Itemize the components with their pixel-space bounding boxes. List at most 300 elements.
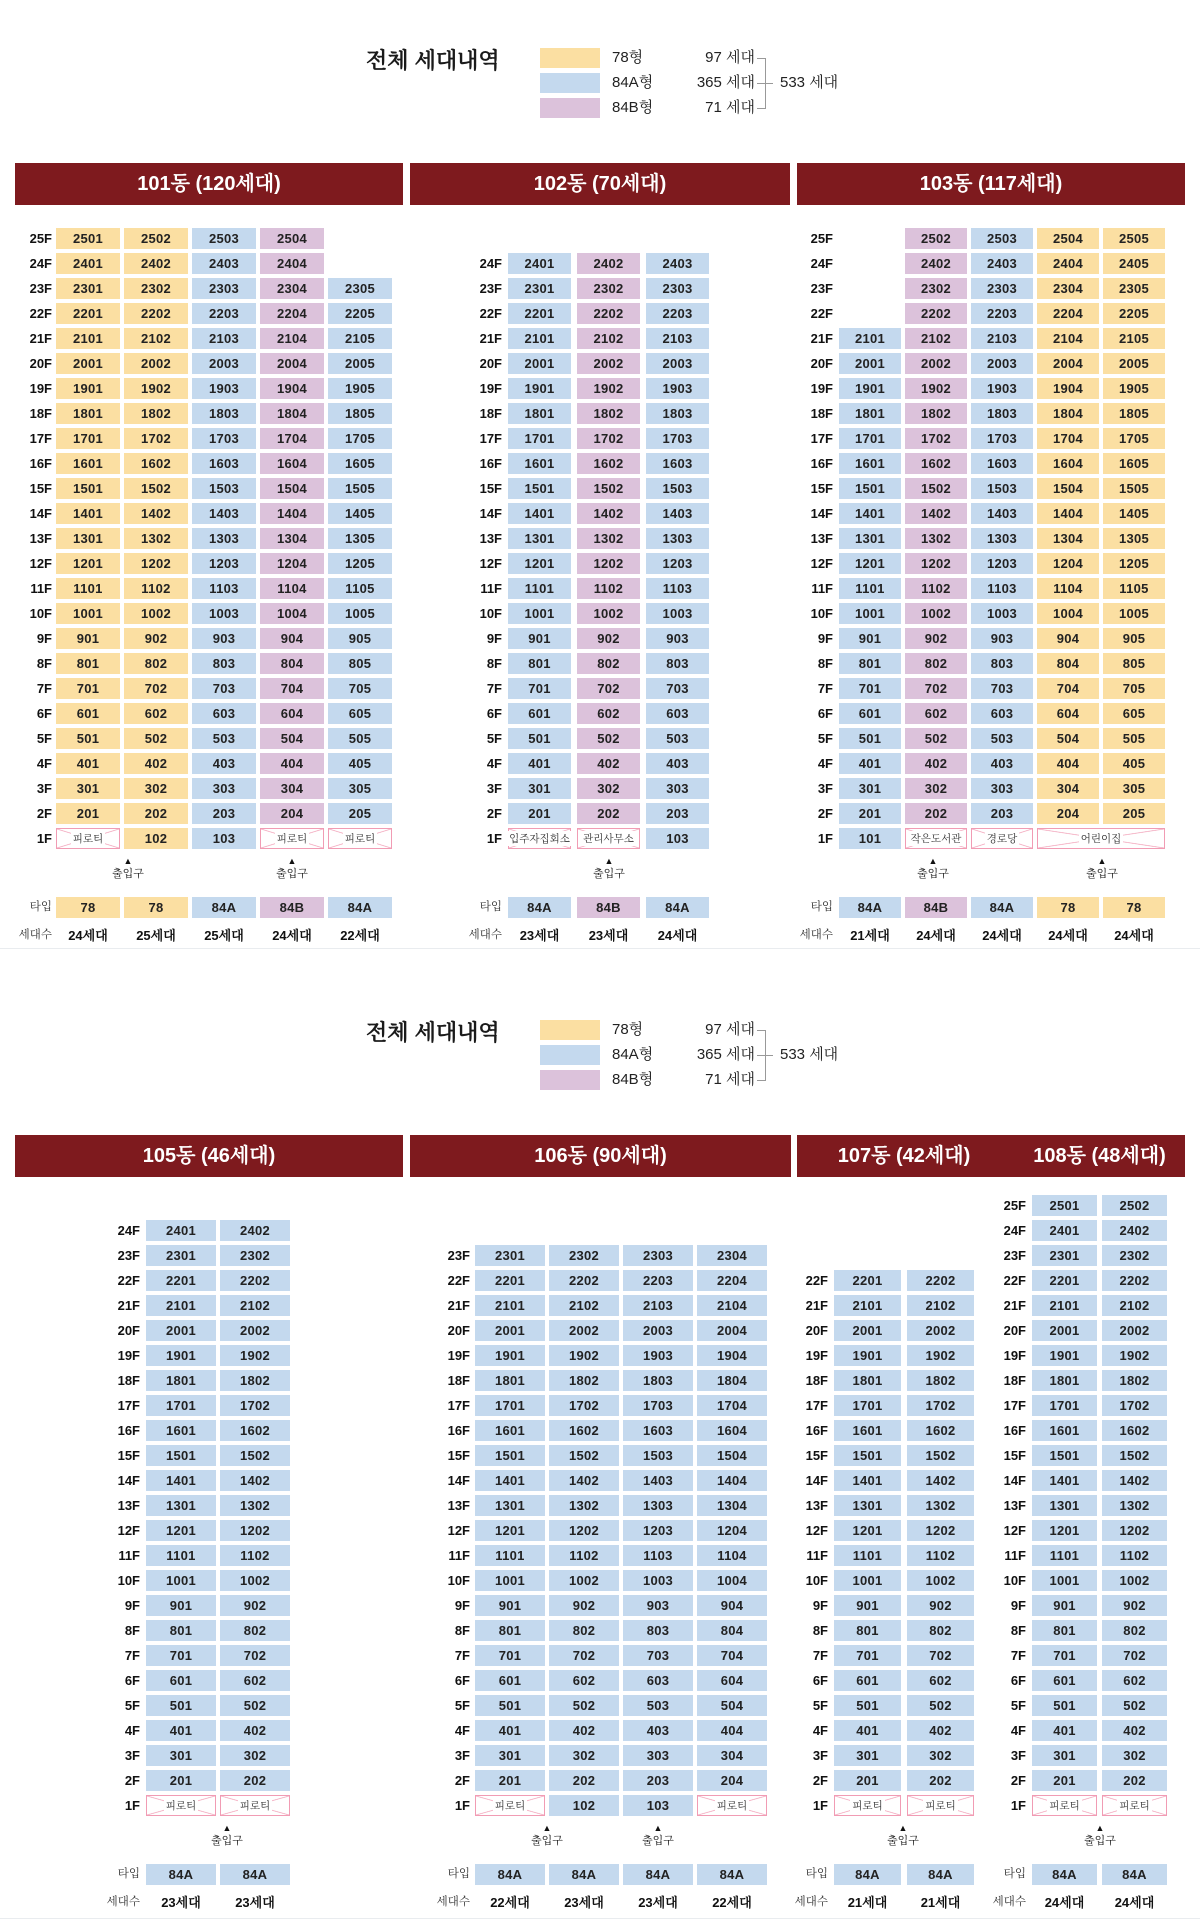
- unit-cell: 1301: [56, 528, 120, 549]
- unit-cell: 1804: [697, 1370, 767, 1391]
- unit-cell: 902: [577, 628, 640, 649]
- unit-cell: 1602: [220, 1420, 290, 1441]
- legend-total: 533 세대: [780, 1046, 839, 1063]
- unit-cell: 402: [577, 753, 640, 774]
- unit-cell: 1704: [260, 428, 324, 449]
- unit-cell: 302: [1102, 1745, 1167, 1766]
- count-cell: 21세대: [920, 1895, 961, 1910]
- unit-cell: 2401: [1032, 1220, 1097, 1241]
- unit-cell: 1201: [56, 553, 120, 574]
- unit-cell: 1801: [475, 1370, 545, 1391]
- unit-cell: 1905: [1103, 378, 1165, 399]
- floor-label: 5F: [36, 731, 52, 746]
- unit-cell: 1402: [577, 503, 640, 524]
- unit-cell: 2201: [508, 303, 571, 324]
- special-cell: [146, 1795, 216, 1816]
- count-row-label: 세대수: [106, 1896, 140, 1908]
- building-header: 106동 (90세대): [534, 1145, 667, 1167]
- legend-type-label: 84B형: [612, 1071, 654, 1088]
- floor-label: 9F: [486, 631, 502, 646]
- type-cell: 84A: [697, 1864, 767, 1885]
- unit-cell: 1301: [834, 1495, 901, 1516]
- unit-cell: 202: [124, 803, 188, 824]
- unit-cell: 601: [1032, 1670, 1097, 1691]
- floor-label: 14F: [1003, 1473, 1026, 1488]
- count-cell: 24세대: [272, 928, 312, 943]
- unit-cell: 301: [146, 1745, 216, 1766]
- unit-cell: 2203: [623, 1270, 693, 1291]
- unit-cell: 2202: [124, 303, 188, 324]
- unit-cell: 801: [475, 1620, 545, 1641]
- unit-cell: 1902: [907, 1345, 974, 1366]
- unit-cell: 2302: [220, 1245, 290, 1266]
- special-cell: [260, 828, 324, 849]
- unit-cell: 2003: [192, 353, 256, 374]
- type-row-label: 타입: [447, 1868, 470, 1880]
- unit-cell: 1405: [1103, 503, 1165, 524]
- floor-label: 17F: [117, 1398, 140, 1413]
- unit-cell: 102: [124, 828, 188, 849]
- floor-label: 2F: [486, 806, 502, 821]
- legend-count: 97 세대: [705, 1021, 755, 1038]
- floor-label: 10F: [810, 606, 833, 621]
- type-cell: 84A: [646, 897, 709, 918]
- unit-cell: 902: [905, 628, 967, 649]
- unit-cell: 1904: [260, 378, 324, 399]
- unit-cell: 1305: [1103, 528, 1165, 549]
- floor-label: 15F: [479, 481, 502, 496]
- type-cell: 84A: [192, 897, 256, 918]
- unit-cell: 1502: [549, 1445, 619, 1466]
- floor-label: 4F: [812, 1723, 828, 1738]
- unit-cell: 1401: [834, 1470, 901, 1491]
- floor-label: 22F: [447, 1273, 470, 1288]
- unit-cell: 702: [907, 1645, 974, 1666]
- unit-cell: 1703: [192, 428, 256, 449]
- type-cell: 84A: [971, 897, 1033, 918]
- floor-label: 5F: [124, 1698, 140, 1713]
- unit-cell: 1403: [971, 503, 1033, 524]
- floor-label: 19F: [810, 381, 833, 396]
- unit-cell: 1903: [192, 378, 256, 399]
- unit-cell: 403: [623, 1720, 693, 1741]
- floor-label: 14F: [117, 1473, 140, 1488]
- unit-cell: 904: [697, 1595, 767, 1616]
- unit-cell: 203: [623, 1770, 693, 1791]
- floor-label: 4F: [817, 756, 833, 771]
- type-cell: 84A: [146, 1864, 216, 1885]
- unit-cell: 1502: [907, 1445, 974, 1466]
- count-row-label: 세대수: [794, 1896, 828, 1908]
- building-header: 107동 (42세대): [837, 1145, 971, 1167]
- unit-cell: 501: [508, 728, 571, 749]
- special-cell: [1102, 1795, 1167, 1816]
- floor-label: 23F: [1003, 1248, 1026, 1263]
- unit-cell: 1503: [192, 478, 256, 499]
- unit-cell: 1402: [905, 503, 967, 524]
- floor-label: 21F: [810, 331, 833, 346]
- entrance-arrow-icon: ▲: [123, 856, 133, 866]
- unit-cell: 701: [1032, 1645, 1097, 1666]
- unit-cell: 402: [220, 1720, 290, 1741]
- unit-cell: 302: [907, 1745, 974, 1766]
- unit-cell: 702: [905, 678, 967, 699]
- unit-cell: 202: [907, 1770, 974, 1791]
- unit-cell: 402: [1102, 1720, 1167, 1741]
- unit-cell: 2301: [56, 278, 120, 299]
- unit-cell: 2303: [971, 278, 1033, 299]
- floor-label: 16F: [117, 1423, 140, 1438]
- unit-cell: 2205: [1103, 303, 1165, 324]
- entrance-arrow-icon: ▲: [1097, 856, 1107, 866]
- unit-cell: 1802: [577, 403, 640, 424]
- floor-label: 7F: [124, 1648, 140, 1663]
- unit-cell: 1803: [646, 403, 709, 424]
- unit-cell: 303: [971, 778, 1033, 799]
- unit-cell: 2303: [646, 278, 709, 299]
- unit-cell: 805: [1103, 653, 1165, 674]
- unit-cell: 501: [56, 728, 120, 749]
- unit-cell: 904: [1037, 628, 1099, 649]
- legend-type-label: 78형: [612, 1021, 644, 1038]
- unit-cell: 2302: [905, 278, 967, 299]
- special-cell: [834, 1795, 901, 1816]
- unit-cell: 2501: [1032, 1195, 1097, 1216]
- unit-cell: 802: [220, 1620, 290, 1641]
- floor-label: 8F: [812, 1623, 828, 1638]
- special-cell: [971, 828, 1033, 849]
- floor-label: 1F: [486, 831, 502, 846]
- count-cell: 24세대: [1114, 1895, 1155, 1910]
- type-row-label: 타입: [117, 1868, 140, 1880]
- unit-cell: 2104: [1037, 328, 1099, 349]
- unit-cell: 1803: [623, 1370, 693, 1391]
- unit-cell: 403: [971, 753, 1033, 774]
- type-cell: 84A: [839, 897, 901, 918]
- unit-cell: 303: [646, 778, 709, 799]
- unit-cell: 1301: [839, 528, 901, 549]
- floor-label: 10F: [805, 1573, 828, 1588]
- unit-cell: 1202: [124, 553, 188, 574]
- unit-cell: 604: [697, 1670, 767, 1691]
- unit-cell: 1502: [905, 478, 967, 499]
- unit-cell: 701: [56, 678, 120, 699]
- floor-label: 7F: [36, 681, 52, 696]
- unit-cell: 2004: [1037, 353, 1099, 374]
- unit-cell: 201: [475, 1770, 545, 1791]
- unit-cell: 201: [1032, 1770, 1097, 1791]
- unit-cell: 2001: [839, 353, 901, 374]
- unit-cell: 101: [839, 828, 901, 849]
- unit-cell: 1003: [971, 603, 1033, 624]
- count-cell: 24세대: [1114, 928, 1154, 943]
- unit-cell: 1001: [1032, 1570, 1097, 1591]
- floor-label: 25F: [29, 231, 52, 246]
- unit-cell: 1302: [549, 1495, 619, 1516]
- floor-label: 8F: [124, 1623, 140, 1638]
- floor-label: 12F: [810, 556, 833, 571]
- unit-cell: 1701: [146, 1395, 216, 1416]
- floor-label: 8F: [454, 1623, 470, 1638]
- unit-cell: 303: [192, 778, 256, 799]
- entrance-label: 출입구: [1086, 868, 1118, 880]
- unit-cell: 1503: [971, 478, 1033, 499]
- unit-cell: 2001: [56, 353, 120, 374]
- unit-cell: 202: [577, 803, 640, 824]
- unit-cell: 1302: [1102, 1495, 1167, 1516]
- floor-label: 5F: [1010, 1698, 1026, 1713]
- unit-cell: 1503: [623, 1445, 693, 1466]
- unit-cell: 202: [220, 1770, 290, 1791]
- count-row-label: 세대수: [468, 929, 502, 941]
- floor-label: 15F: [810, 481, 833, 496]
- unit-cell: 1603: [646, 453, 709, 474]
- legend-bracket-stub: [765, 83, 773, 84]
- unit-cell: 1103: [623, 1545, 693, 1566]
- unit-cell: 2002: [220, 1320, 290, 1341]
- unit-cell: 302: [905, 778, 967, 799]
- unit-cell: 1902: [549, 1345, 619, 1366]
- special-cell-label: 피로티: [1119, 1800, 1150, 1812]
- unit-cell: 2003: [646, 353, 709, 374]
- floor-label: 22F: [1003, 1273, 1026, 1288]
- unit-cell: 1102: [907, 1545, 974, 1566]
- unit-cell: 1304: [260, 528, 324, 549]
- unit-cell: 1101: [56, 578, 120, 599]
- unit-cell: 2201: [146, 1270, 216, 1291]
- special-cell: [697, 1795, 767, 1816]
- entrance-arrow-icon: ▲: [928, 856, 938, 866]
- unit-cell: 2105: [1103, 328, 1165, 349]
- unit-cell: 2102: [907, 1295, 974, 1316]
- unit-cell: 2203: [192, 303, 256, 324]
- type-cell: 84A: [1032, 1864, 1097, 1885]
- legend-swatch-84B형: [540, 98, 600, 118]
- unit-cell: 504: [1037, 728, 1099, 749]
- legend-bracket-stub: [765, 1055, 773, 1056]
- unit-cell: 1703: [646, 428, 709, 449]
- unit-cell: 401: [834, 1720, 901, 1741]
- entrance-arrow-icon: ▲: [542, 1823, 552, 1833]
- floor-label: 24F: [29, 256, 52, 271]
- floor-label: 6F: [486, 706, 502, 721]
- unit-cell: 1302: [124, 528, 188, 549]
- unit-cell: 302: [549, 1745, 619, 1766]
- special-cell-label: 작은도서관: [910, 833, 962, 845]
- floor-label: 1F: [454, 1798, 470, 1813]
- floor-label: 16F: [447, 1423, 470, 1438]
- floor-label: 17F: [805, 1398, 828, 1413]
- floor-label: 19F: [1003, 1348, 1026, 1363]
- unit-cell: 1804: [260, 403, 324, 424]
- unit-cell: 1602: [549, 1420, 619, 1441]
- floor-label: 22F: [479, 306, 502, 321]
- unit-cell: 302: [124, 778, 188, 799]
- unit-cell: 2501: [56, 228, 120, 249]
- floor-label: 13F: [29, 531, 52, 546]
- unit-cell: 1802: [549, 1370, 619, 1391]
- unit-cell: 2003: [623, 1320, 693, 1341]
- unit-cell: 2004: [697, 1320, 767, 1341]
- unit-cell: 801: [508, 653, 571, 674]
- floor-label: 12F: [117, 1523, 140, 1538]
- unit-cell: 705: [1103, 678, 1165, 699]
- unit-cell: 1102: [577, 578, 640, 599]
- unit-cell: 1703: [971, 428, 1033, 449]
- floor-label: 24F: [810, 256, 833, 271]
- count-cell: 23세대: [564, 1895, 604, 1910]
- unit-cell: 2201: [1032, 1270, 1097, 1291]
- special-cell: [56, 828, 120, 849]
- unit-cell: 201: [146, 1770, 216, 1791]
- unit-cell: 2001: [834, 1320, 901, 1341]
- unit-cell: 1104: [697, 1545, 767, 1566]
- unit-cell: 1404: [260, 503, 324, 524]
- unit-cell: 2502: [905, 228, 967, 249]
- unit-cell: 1901: [1032, 1345, 1097, 1366]
- floor-label: 7F: [1010, 1648, 1026, 1663]
- special-cell-label: 피로티: [852, 1800, 883, 1812]
- unit-cell: 1004: [1037, 603, 1099, 624]
- unit-cell: 701: [508, 678, 571, 699]
- unit-cell: 1001: [839, 603, 901, 624]
- unit-cell: 2404: [1037, 253, 1099, 274]
- unit-cell: 304: [1037, 778, 1099, 799]
- floor-label: 4F: [1010, 1723, 1026, 1738]
- floor-label: 7F: [812, 1648, 828, 1663]
- unit-cell: 2103: [623, 1295, 693, 1316]
- unit-cell: 1002: [907, 1570, 974, 1591]
- floor-label: 5F: [486, 731, 502, 746]
- entrance-label: 출입구: [917, 868, 949, 880]
- unit-cell: 2202: [907, 1270, 974, 1291]
- floor-label: 1F: [817, 831, 833, 846]
- unit-cell: 902: [907, 1595, 974, 1616]
- type-cell: 84A: [220, 1864, 290, 1885]
- unit-cell: 2301: [146, 1245, 216, 1266]
- unit-cell: 301: [839, 778, 901, 799]
- count-cell: 24세대: [68, 928, 108, 943]
- unit-cell: 901: [1032, 1595, 1097, 1616]
- unit-cell: 1002: [549, 1570, 619, 1591]
- unit-cell: 1602: [1102, 1420, 1167, 1441]
- unit-cell: 703: [646, 678, 709, 699]
- special-cell-label: 피로티: [72, 833, 104, 845]
- unit-cell: 2102: [577, 328, 640, 349]
- count-cell: 24세대: [657, 928, 698, 943]
- floor-label: 14F: [29, 506, 52, 521]
- legend-swatch-84A형: [540, 1045, 600, 1065]
- floor-label: 24F: [117, 1223, 140, 1238]
- unit-cell: 1601: [834, 1420, 901, 1441]
- floor-label: 8F: [1010, 1623, 1026, 1638]
- unit-cell: 2403: [971, 253, 1033, 274]
- unit-cell: 2201: [475, 1270, 545, 1291]
- floor-label: 22F: [805, 1273, 828, 1288]
- unit-cell: 2002: [1102, 1320, 1167, 1341]
- unit-cell: 504: [260, 728, 324, 749]
- unit-cell: 2303: [192, 278, 256, 299]
- unit-cell: 1203: [623, 1520, 693, 1541]
- type-cell: 78: [124, 897, 188, 918]
- floor-label: 13F: [810, 531, 833, 546]
- unit-cell: 1903: [646, 378, 709, 399]
- floor-label: 1F: [124, 1798, 140, 1813]
- floor-label: 18F: [479, 406, 502, 421]
- unit-cell: 2105: [328, 328, 392, 349]
- floor-label: 8F: [36, 656, 52, 671]
- floor-label: 20F: [29, 356, 52, 371]
- unit-cell: 702: [124, 678, 188, 699]
- unit-cell: 1802: [907, 1370, 974, 1391]
- legend-count: 71 세대: [705, 1071, 755, 1088]
- entrance-arrow-icon: ▲: [222, 1823, 232, 1833]
- unit-cell: 2502: [124, 228, 188, 249]
- unit-cell: 1604: [1037, 453, 1099, 474]
- floor-label: 9F: [36, 631, 52, 646]
- legend-bracket-stub: [757, 58, 765, 59]
- floor-label: 12F: [1003, 1523, 1026, 1538]
- unit-cell: 2204: [697, 1270, 767, 1291]
- unit-cell: 2004: [260, 353, 324, 374]
- legend-count: 365 세대: [696, 74, 755, 91]
- floor-label: 23F: [479, 281, 502, 296]
- unit-cell: 2301: [508, 278, 571, 299]
- unit-cell: 2001: [508, 353, 571, 374]
- floor-label: 20F: [479, 356, 502, 371]
- floor-label: 20F: [447, 1323, 470, 1338]
- floor-label: 16F: [810, 456, 833, 471]
- unit-cell: 1902: [124, 378, 188, 399]
- unit-cell: 1102: [549, 1545, 619, 1566]
- floor-label: 7F: [817, 681, 833, 696]
- unit-cell: 905: [1103, 628, 1165, 649]
- legend-title: 전체 세대내역: [366, 48, 500, 73]
- unit-cell: 1903: [623, 1345, 693, 1366]
- floor-label: 19F: [805, 1348, 828, 1363]
- count-row-label: 세대수: [799, 929, 833, 941]
- unit-cell: 304: [697, 1745, 767, 1766]
- floor-label: 19F: [29, 381, 52, 396]
- unit-cell: 2203: [646, 303, 709, 324]
- unit-cell: 1101: [834, 1545, 901, 1566]
- unit-cell: 1301: [146, 1495, 216, 1516]
- unit-cell: 2002: [905, 353, 967, 374]
- floor-label: 18F: [447, 1373, 470, 1388]
- special-cell-label: 피로티: [925, 1800, 956, 1812]
- entrance-marker: [257, 856, 327, 881]
- floor-label: 13F: [1003, 1498, 1026, 1513]
- unit-cell: 2102: [1102, 1295, 1167, 1316]
- floor-label: 11F: [480, 581, 502, 596]
- unit-cell: 602: [549, 1670, 619, 1691]
- unit-cell: 301: [56, 778, 120, 799]
- unit-cell: 501: [475, 1695, 545, 1716]
- unit-cell: 202: [549, 1770, 619, 1791]
- floor-label: 16F: [479, 456, 502, 471]
- floor-label: 6F: [1010, 1673, 1026, 1688]
- special-cell-label: 어린이집: [1080, 833, 1122, 845]
- floor-label: 3F: [812, 1748, 828, 1763]
- unit-cell: 2302: [549, 1245, 619, 1266]
- unit-cell: 1104: [260, 578, 324, 599]
- unit-cell: 1303: [646, 528, 709, 549]
- unit-cell: 1401: [56, 503, 120, 524]
- legend-count: 365 세대: [696, 1046, 755, 1063]
- unit-cell: 1105: [328, 578, 392, 599]
- unit-cell: 1801: [146, 1370, 216, 1391]
- special-cell: [220, 1795, 290, 1816]
